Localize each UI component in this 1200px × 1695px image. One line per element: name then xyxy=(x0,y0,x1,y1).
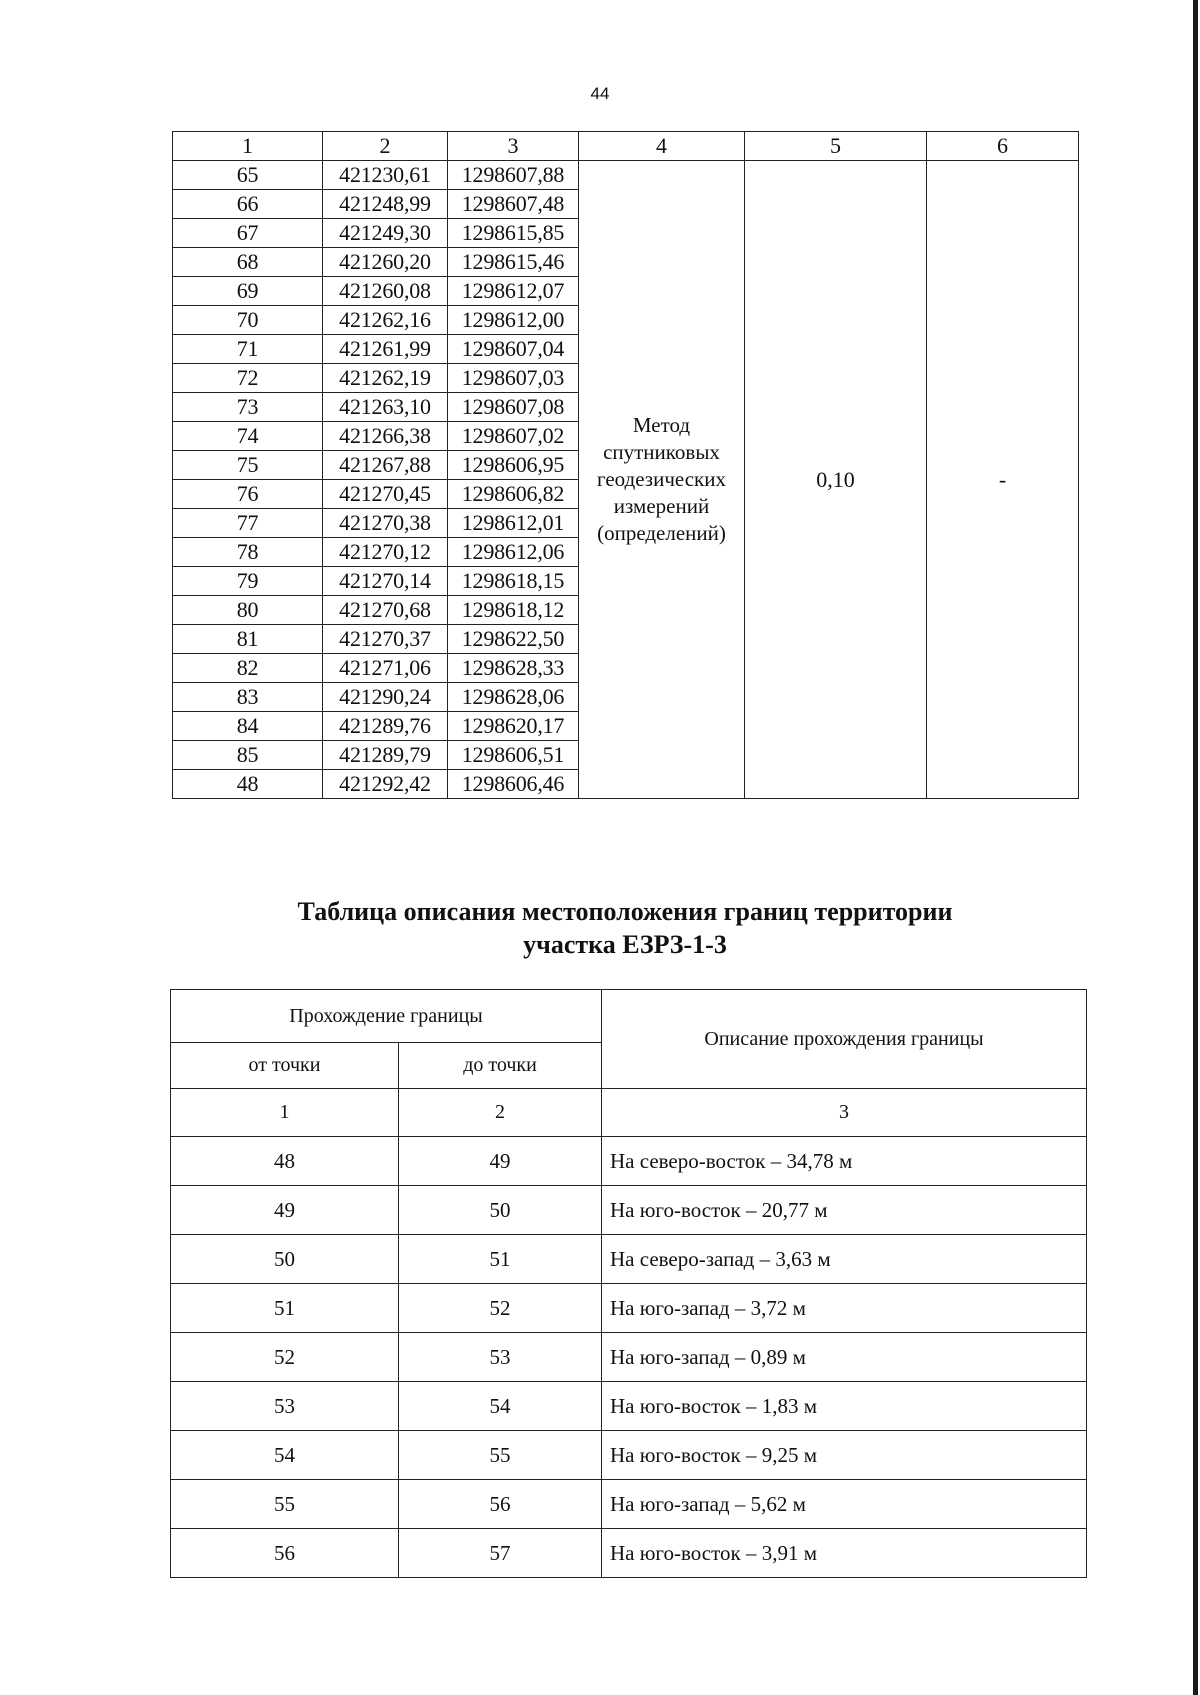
from-point-cell: 52 xyxy=(171,1333,399,1382)
point-number-cell: 83 xyxy=(173,683,323,712)
method-line: Метод xyxy=(632,413,691,437)
table-title xyxy=(172,895,1078,961)
method-line: измерений xyxy=(613,494,710,518)
description-header-row xyxy=(171,990,1087,1043)
y-coordinate-cell: 1298607,48 xyxy=(448,190,579,219)
y-coordinate-cell: 1298607,03 xyxy=(448,364,579,393)
y-coordinate-cell: 1298615,85 xyxy=(448,219,579,248)
from-point-cell: 54 xyxy=(171,1431,399,1480)
point-number-cell: 81 xyxy=(173,625,323,654)
coordinates-table xyxy=(172,131,1079,799)
point-number-cell: 71 xyxy=(173,335,323,364)
x-coordinate-cell: 421270,12 xyxy=(323,538,448,567)
method-line: спутниковых xyxy=(603,440,720,464)
y-coordinate-cell: 1298620,17 xyxy=(448,712,579,741)
x-coordinate-cell: 421260,08 xyxy=(323,277,448,306)
y-coordinate-cell: 1298618,15 xyxy=(448,567,579,596)
point-number-cell: 73 xyxy=(173,393,323,422)
boundary-description-table xyxy=(170,989,1087,1578)
column-header: 2 xyxy=(323,132,448,161)
to-point-cell: 51 xyxy=(399,1235,602,1284)
column-header: 1 xyxy=(173,132,323,161)
x-coordinate-cell: 421263,10 xyxy=(323,393,448,422)
description-cell: На юго-запад – 0,89 м xyxy=(602,1333,1087,1382)
y-coordinate-cell: 1298612,07 xyxy=(448,277,579,306)
y-coordinate-cell: 1298615,46 xyxy=(448,248,579,277)
x-coordinate-cell: 421267,88 xyxy=(323,451,448,480)
y-coordinate-cell: 1298628,06 xyxy=(448,683,579,712)
y-coordinate-cell: 1298612,01 xyxy=(448,509,579,538)
x-coordinate-cell: 421261,99 xyxy=(323,335,448,364)
x-coordinate-cell: 421270,38 xyxy=(323,509,448,538)
boundary-row xyxy=(171,1382,1087,1431)
boundary-description-body xyxy=(171,990,1087,1578)
column-number: 1 xyxy=(171,1089,399,1137)
to-point-cell: 55 xyxy=(399,1431,602,1480)
y-coordinate-cell: 1298612,00 xyxy=(448,306,579,335)
method-cell xyxy=(579,161,745,799)
from-point-cell: 53 xyxy=(171,1382,399,1431)
x-coordinate-cell: 421262,16 xyxy=(323,306,448,335)
method-line: геодезических xyxy=(596,467,726,491)
column-number: 3 xyxy=(602,1089,1087,1137)
point-number-cell: 70 xyxy=(173,306,323,335)
point-number-cell: 75 xyxy=(173,451,323,480)
point-number-cell: 74 xyxy=(173,422,323,451)
from-point-cell: 49 xyxy=(171,1186,399,1235)
to-point-cell: 53 xyxy=(399,1333,602,1382)
point-number-cell: 69 xyxy=(173,277,323,306)
boundary-row xyxy=(171,1333,1087,1382)
scan-border xyxy=(1193,0,1198,1695)
note-cell: - xyxy=(927,161,1079,799)
from-point-header: от точки xyxy=(171,1043,399,1089)
point-number-cell: 78 xyxy=(173,538,323,567)
x-coordinate-cell: 421292,42 xyxy=(323,770,448,799)
description-cell: На юго-запад – 5,62 м xyxy=(602,1480,1087,1529)
point-number-cell: 80 xyxy=(173,596,323,625)
y-coordinate-cell: 1298606,82 xyxy=(448,480,579,509)
from-point-cell: 50 xyxy=(171,1235,399,1284)
boundary-row xyxy=(171,1235,1087,1284)
boundary-passage-header: Прохождение границы xyxy=(171,990,602,1043)
from-point-cell: 48 xyxy=(171,1137,399,1186)
description-header: Описание прохождения границы xyxy=(602,990,1087,1089)
column-header: 5 xyxy=(745,132,927,161)
table-title-line-1: Таблица описания местоположения границ территории xyxy=(297,897,953,926)
x-coordinate-cell: 421289,79 xyxy=(323,741,448,770)
boundary-row xyxy=(171,1431,1087,1480)
point-number-cell: 65 xyxy=(173,161,323,190)
x-coordinate-cell: 421270,14 xyxy=(323,567,448,596)
coordinates-table-body xyxy=(173,132,1079,799)
x-coordinate-cell: 421266,38 xyxy=(323,422,448,451)
boundary-row xyxy=(171,1186,1087,1235)
y-coordinate-cell: 1298607,08 xyxy=(448,393,579,422)
y-coordinate-cell: 1298606,46 xyxy=(448,770,579,799)
x-coordinate-cell: 421248,99 xyxy=(323,190,448,219)
y-coordinate-cell: 1298618,12 xyxy=(448,596,579,625)
page-number: 44 xyxy=(590,84,610,103)
x-coordinate-cell: 421270,68 xyxy=(323,596,448,625)
to-point-cell: 49 xyxy=(399,1137,602,1186)
y-coordinate-cell: 1298606,95 xyxy=(448,451,579,480)
y-coordinate-cell: 1298606,51 xyxy=(448,741,579,770)
point-number-cell: 77 xyxy=(173,509,323,538)
column-header: 6 xyxy=(927,132,1079,161)
x-coordinate-cell: 421271,06 xyxy=(323,654,448,683)
to-point-cell: 54 xyxy=(399,1382,602,1431)
description-column-numbers-row xyxy=(171,1089,1087,1137)
description-cell: На юго-восток – 3,91 м xyxy=(602,1529,1087,1578)
y-coordinate-cell: 1298607,04 xyxy=(448,335,579,364)
description-cell: На юго-запад – 3,72 м xyxy=(602,1284,1087,1333)
coordinate-row xyxy=(173,161,1079,190)
from-point-cell: 56 xyxy=(171,1529,399,1578)
point-number-cell: 84 xyxy=(173,712,323,741)
boundary-row xyxy=(171,1529,1087,1578)
y-coordinate-cell: 1298628,33 xyxy=(448,654,579,683)
point-number-cell: 66 xyxy=(173,190,323,219)
accuracy-cell: 0,10 xyxy=(745,161,927,799)
description-cell: На юго-восток – 1,83 м xyxy=(602,1382,1087,1431)
point-number-cell: 67 xyxy=(173,219,323,248)
y-coordinate-cell: 1298622,50 xyxy=(448,625,579,654)
to-point-header: до точки xyxy=(399,1043,602,1089)
description-cell: На юго-восток – 20,77 м xyxy=(602,1186,1087,1235)
x-coordinate-cell: 421262,19 xyxy=(323,364,448,393)
point-number-cell: 72 xyxy=(173,364,323,393)
x-coordinate-cell: 421260,20 xyxy=(323,248,448,277)
point-number-cell: 79 xyxy=(173,567,323,596)
to-point-cell: 57 xyxy=(399,1529,602,1578)
point-number-cell: 82 xyxy=(173,654,323,683)
x-coordinate-cell: 421270,45 xyxy=(323,480,448,509)
description-cell: На северо-запад – 3,63 м xyxy=(602,1235,1087,1284)
point-number-cell: 68 xyxy=(173,248,323,277)
boundary-row xyxy=(171,1480,1087,1529)
y-coordinate-cell: 1298607,88 xyxy=(448,161,579,190)
y-coordinate-cell: 1298612,06 xyxy=(448,538,579,567)
x-coordinate-cell: 421270,37 xyxy=(323,625,448,654)
column-header: 3 xyxy=(448,132,579,161)
point-number-cell: 48 xyxy=(173,770,323,799)
from-point-cell: 51 xyxy=(171,1284,399,1333)
to-point-cell: 52 xyxy=(399,1284,602,1333)
from-point-cell: 55 xyxy=(171,1480,399,1529)
x-coordinate-cell: 421230,61 xyxy=(323,161,448,190)
to-point-cell: 56 xyxy=(399,1480,602,1529)
boundary-row xyxy=(171,1284,1087,1333)
description-cell: На юго-восток – 9,25 м xyxy=(602,1431,1087,1480)
description-cell: На северо-восток – 34,78 м xyxy=(602,1137,1087,1186)
column-header: 4 xyxy=(579,132,745,161)
x-coordinate-cell: 421249,30 xyxy=(323,219,448,248)
boundary-row xyxy=(171,1137,1087,1186)
method-line: (определений) xyxy=(597,521,726,545)
y-coordinate-cell: 1298607,02 xyxy=(448,422,579,451)
point-number-cell: 76 xyxy=(173,480,323,509)
x-coordinate-cell: 421289,76 xyxy=(323,712,448,741)
coordinates-header-row xyxy=(173,132,1079,161)
column-number: 2 xyxy=(399,1089,602,1137)
point-number-cell: 85 xyxy=(173,741,323,770)
to-point-cell: 50 xyxy=(399,1186,602,1235)
x-coordinate-cell: 421290,24 xyxy=(323,683,448,712)
table-title-line-2: участка ЕЗРЗ-1-3 xyxy=(523,930,727,959)
